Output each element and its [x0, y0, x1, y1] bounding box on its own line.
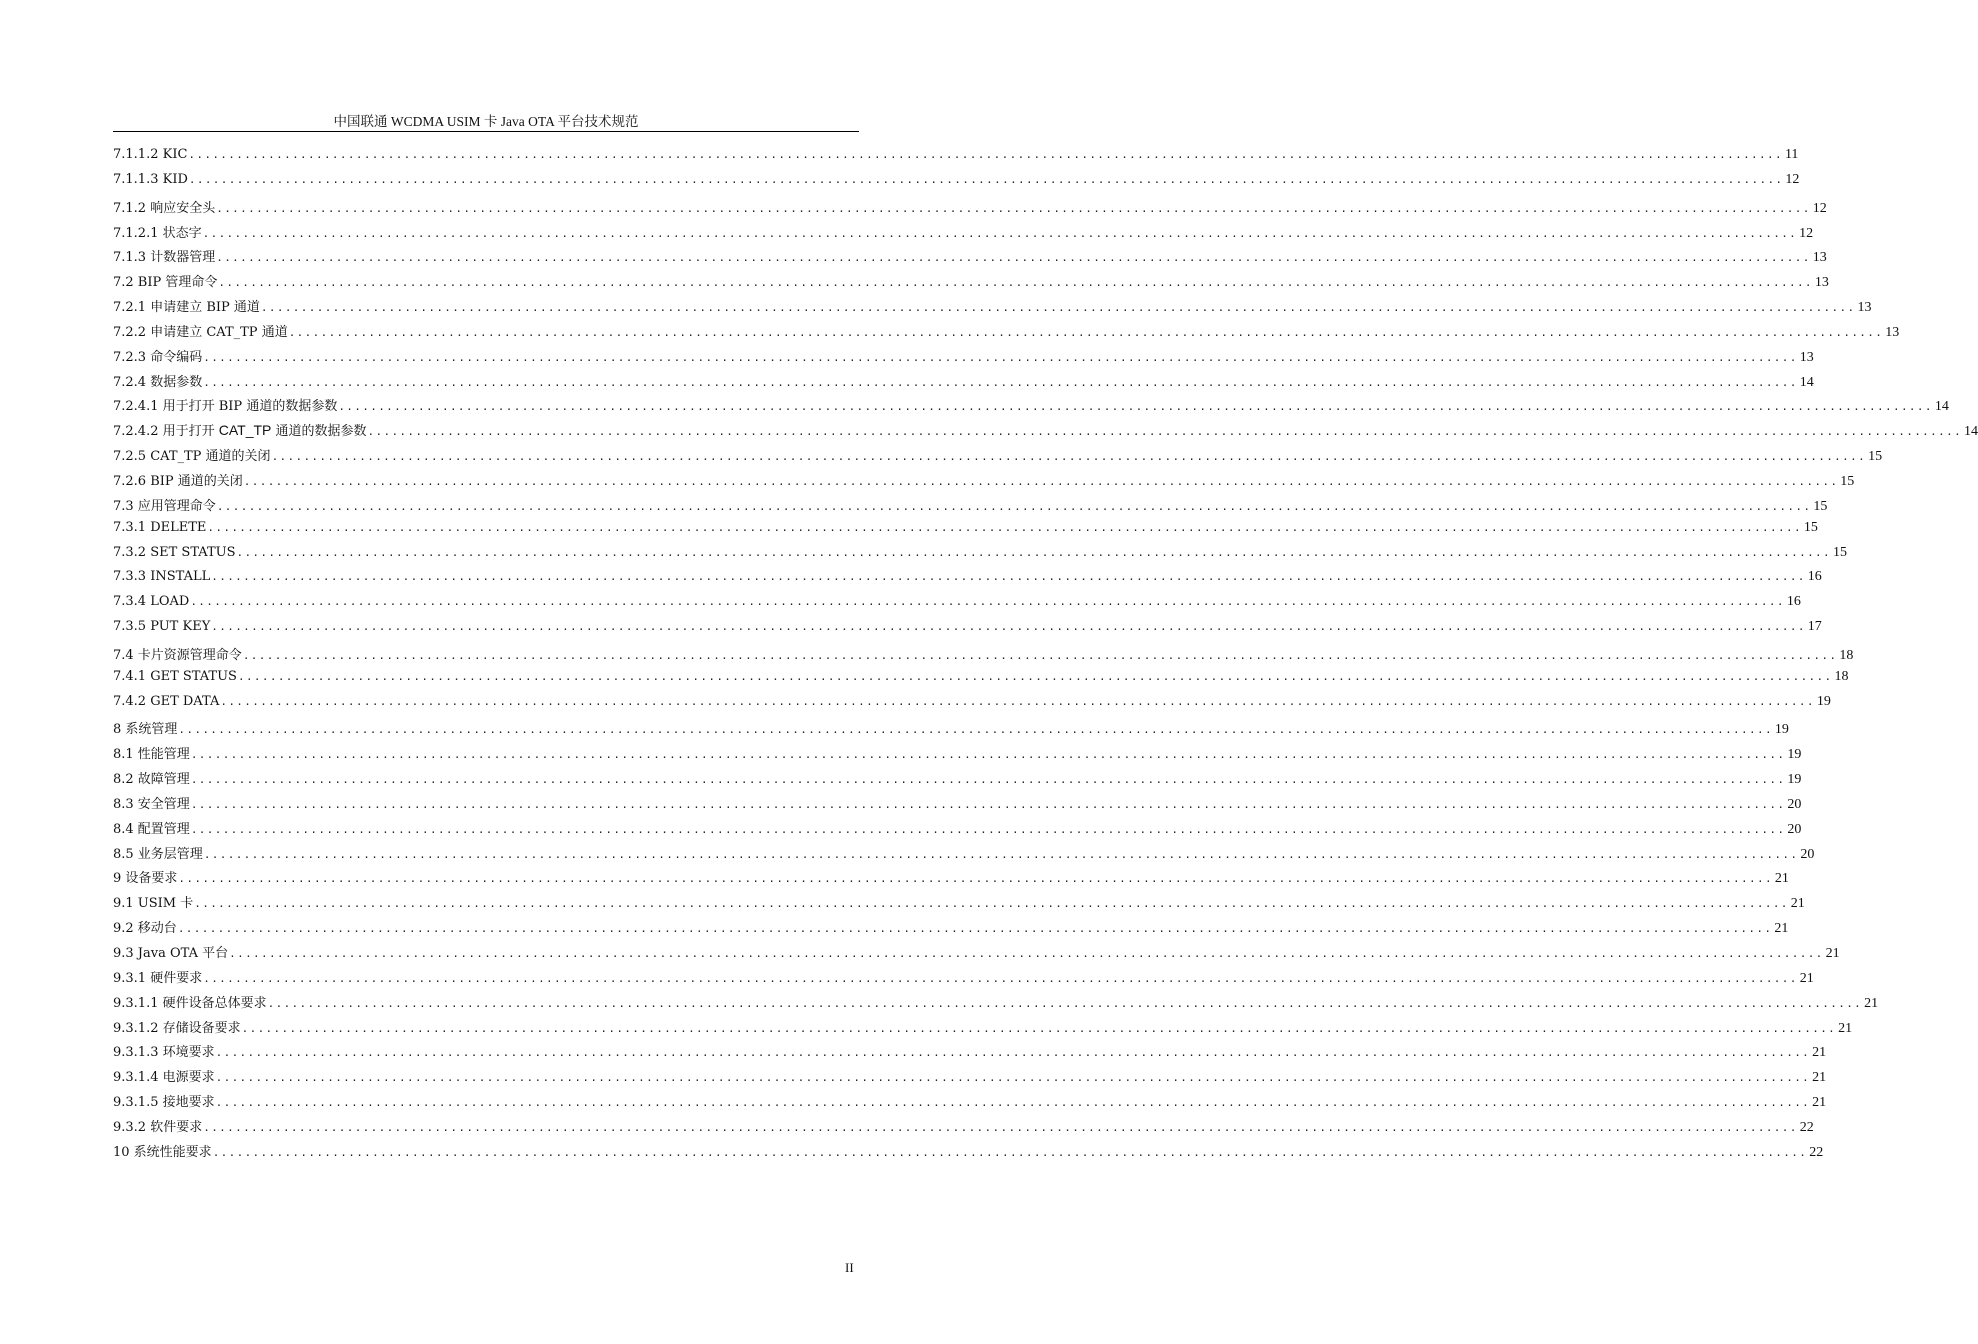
- toc-entry-title: 9.3.1.2 存储设备要求: [113, 1020, 241, 1036]
- toc-entry[interactable]: [113, 371, 1814, 396]
- header-divider: [113, 131, 859, 132]
- toc-dot-leader: ........................................................................................................................................................................................................: [220, 694, 1815, 708]
- toc-entry-page: 13: [1812, 250, 1827, 266]
- toc-dot-leader: ........................................................................................................................................................................................................: [367, 425, 1963, 439]
- toc-entry-title-prefix: 7.2.4.2 用于打开: [113, 424, 219, 440]
- toc-dot-leader: ........................................................................................................................................................................................................: [203, 971, 1798, 985]
- toc-entry[interactable]: [113, 892, 1805, 917]
- toc-dot-leader: ........................................................................................................................................................................................................: [190, 748, 1786, 762]
- toc-entry-page: 21: [1812, 1070, 1827, 1086]
- toc-entry[interactable]: [113, 1041, 1827, 1066]
- toc-dot-leader: ........................................................................................................................................................................................................: [236, 545, 1831, 559]
- toc-entry[interactable]: [113, 992, 1879, 1017]
- toc-dot-leader: ........................................................................................................................................................................................................: [242, 648, 1838, 662]
- toc-entry-page: 18: [1834, 668, 1849, 684]
- page-number: II: [845, 1260, 854, 1275]
- toc-dot-leader: ........................................................................................................................................................................................................: [216, 251, 1811, 265]
- toc-entry[interactable]: [113, 321, 1900, 346]
- toc-dot-leader: ........................................................................................................................................................................................................: [218, 276, 1813, 290]
- toc-entry-page: 13: [1799, 349, 1814, 365]
- toc-entry-title: 7.3.4 LOAD: [113, 594, 190, 610]
- toc-dot-leader: ........................................................................................................................................................................................................: [190, 797, 1786, 811]
- toc-dot-leader: ........................................................................................................................................................................................................: [271, 450, 1867, 464]
- toc-entry-page: 20: [1800, 846, 1815, 862]
- toc-entry[interactable]: [113, 1017, 1853, 1042]
- toc-entry-title: 9 设备要求: [113, 871, 178, 887]
- toc-entry[interactable]: [113, 793, 1802, 818]
- toc-entry[interactable]: [113, 917, 1789, 942]
- toc-entry[interactable]: [113, 867, 1789, 892]
- toc-entry-title-suffix: 通道的数据参数: [271, 424, 367, 440]
- toc-entry[interactable]: [113, 942, 1840, 967]
- toc-entry-page: 14: [1799, 374, 1814, 390]
- toc-entry-page: 15: [1813, 498, 1828, 514]
- toc-dot-leader: ........................................................................................................................................................................................................: [190, 773, 1786, 787]
- toc-entry-page: 12: [1785, 171, 1800, 187]
- toc-entry-page: 21: [1774, 871, 1789, 887]
- toc-entry-title: 9.3.1.3 环境要求: [113, 1045, 215, 1061]
- toc-entry[interactable]: [113, 519, 1818, 545]
- toc-entry-page: 21: [1790, 896, 1805, 912]
- toc-entry-page: 17: [1807, 619, 1822, 635]
- toc-entry[interactable]: [113, 743, 1802, 768]
- toc-entry-title: 9.3.1 硬件要求: [113, 970, 203, 986]
- toc-entry-page: 21: [1799, 970, 1814, 986]
- toc-entry[interactable]: [113, 197, 1827, 222]
- toc-entry-page: 13: [1814, 275, 1829, 291]
- toc-dot-leader: ........................................................................................................................................................................................................: [216, 499, 1812, 513]
- toc-entry[interactable]: [113, 271, 1829, 296]
- toc-entry-title: 9.2 移动台: [113, 921, 177, 937]
- toc-entry-title: 7.2.3 命令编码: [113, 349, 203, 365]
- toc-entry-title: 7.1.3 计数器管理: [113, 250, 216, 266]
- toc-dot-leader: ........................................................................................................................................................................................................: [188, 172, 1784, 186]
- toc-dot-leader: ........................................................................................................................................................................................................: [216, 201, 1811, 215]
- toc-entry-title: 8.4 配置管理: [113, 821, 190, 837]
- toc-entry-title: 7.1.2 响应安全头: [113, 200, 216, 216]
- toc-entry-page: 16: [1807, 569, 1822, 585]
- toc-dot-leader: ........................................................................................................................................................................................................: [241, 1021, 1837, 1035]
- toc-entry[interactable]: [113, 395, 1949, 420]
- toc-dot-leader: ........................................................................................................................................................................................................: [243, 474, 1839, 488]
- toc-entry[interactable]: [113, 594, 1801, 619]
- toc-entry[interactable]: [113, 1116, 1814, 1141]
- toc-entry-page: 15: [1840, 473, 1855, 489]
- toc-entry[interactable]: [113, 569, 1822, 594]
- toc-dot-leader: ........................................................................................................................................................................................................: [215, 1071, 1811, 1085]
- toc-entry[interactable]: [113, 644, 1854, 669]
- toc-entry-page: 15: [1803, 519, 1818, 535]
- toc-entry[interactable]: [113, 668, 1849, 694]
- toc-entry[interactable]: [113, 470, 1855, 495]
- toc-entry-title: 7.1.1.3 KID: [113, 171, 188, 187]
- toc-dot-leader: ........................................................................................................................................................................................................: [237, 669, 1833, 683]
- toc-entry[interactable]: [113, 495, 1828, 520]
- toc-entry[interactable]: [113, 420, 1978, 445]
- toc-dot-leader: ........................................................................................................................................................................................................: [203, 847, 1799, 861]
- toc-entry[interactable]: [113, 768, 1802, 793]
- toc-entry-title: 7.3.5 PUT KEY: [113, 619, 211, 635]
- toc-entry-title: 7.4.2 GET DATA: [113, 693, 220, 709]
- toc-entry-title: 9.3 Java OTA 平台: [113, 946, 229, 961]
- toc-entry[interactable]: [113, 445, 1883, 470]
- toc-dot-leader: ........................................................................................................................................................................................................: [212, 1145, 1808, 1159]
- toc-dot-leader: ........................................................................................................................................................................................................: [260, 301, 1856, 315]
- toc-entry-page: 15: [1833, 544, 1847, 560]
- toc-entry-page: 20: [1787, 796, 1802, 812]
- toc-dot-leader: ........................................................................................................................................................................................................: [190, 595, 1785, 609]
- toc-dot-leader: ........................................................................................................................................................................................................: [215, 1046, 1811, 1060]
- toc-entry[interactable]: [113, 1066, 1827, 1091]
- toc-entry[interactable]: [113, 346, 1814, 371]
- toc-entry-title: 8 系统管理: [113, 722, 178, 738]
- toc-entry-title-sans: CAT_TP: [218, 422, 272, 439]
- toc-entry-page: 21: [1774, 921, 1789, 937]
- toc-dot-leader: ........................................................................................................................................................................................................: [203, 350, 1798, 364]
- toc-entry-title: 7.3 应用管理命令: [113, 498, 216, 514]
- toc-entry-title: [113, 420, 367, 439]
- toc-entry[interactable]: [113, 1091, 1827, 1116]
- toc-dot-leader: ........................................................................................................................................................................................................: [203, 1120, 1798, 1134]
- toc-entry[interactable]: [113, 171, 1800, 197]
- toc-entry-page: 14: [1934, 399, 1949, 415]
- toc-entry-page: 16: [1786, 594, 1801, 610]
- toc-entry-title: 9.3.2 软件要求: [113, 1119, 203, 1135]
- toc-entry[interactable]: [113, 1141, 1824, 1166]
- toc-entry[interactable]: [113, 147, 1799, 172]
- toc-entry-title: 7.2.5 CAT_TP 通道的关闭: [113, 449, 271, 465]
- toc-dot-leader: ........................................................................................................................................................................................................: [190, 822, 1786, 836]
- toc-entry[interactable]: [113, 818, 1802, 843]
- toc-entry-title: 7.2 BIP 管理命令: [113, 275, 218, 291]
- toc-entry-title: 8.3 安全管理: [113, 796, 190, 812]
- toc-entry-page: 13: [1857, 300, 1872, 316]
- toc-entry-page: 19: [1787, 772, 1802, 788]
- toc-entry-page: 13: [1885, 324, 1900, 340]
- toc-entry-page: 14: [1964, 424, 1978, 440]
- toc-entry[interactable]: [113, 718, 1789, 743]
- toc-dot-leader: ........................................................................................................................................................................................................: [194, 897, 1789, 911]
- toc-entry-title: 9.1 USIM 卡: [113, 896, 194, 912]
- toc-entry-title: 7.4.1 GET STATUS: [113, 668, 237, 684]
- toc-entry-page: 19: [1816, 693, 1831, 709]
- toc-entry-page: 12: [1812, 200, 1827, 216]
- toc-entry[interactable]: [113, 544, 1847, 570]
- toc-entry-title: 7.2.6 BIP 通道的关闭: [113, 473, 243, 489]
- toc-dot-leader: ........................................................................................................................................................................................................: [207, 520, 1802, 534]
- toc-entry-title: 7.2.2 申请建立 CAT_TP 通道: [113, 324, 288, 340]
- toc-entry-title: 7.3.2 SET STATUS: [113, 544, 236, 560]
- toc-entry[interactable]: [113, 693, 1831, 719]
- toc-dot-leader: ........................................................................................................................................................................................................: [229, 947, 1824, 960]
- toc-dot-leader: ........................................................................................................................................................................................................: [267, 996, 1863, 1010]
- toc-entry-title: 8.2 故障管理: [113, 772, 190, 788]
- toc-dot-leader: ........................................................................................................................................................................................................: [178, 723, 1773, 737]
- toc-entry[interactable]: [113, 246, 1827, 271]
- toc-entry-title: 10 系统性能要求: [113, 1144, 212, 1160]
- toc-dot-leader: ........................................................................................................................................................................................................: [211, 570, 1806, 584]
- toc-entry[interactable]: [113, 296, 1872, 321]
- toc-entry[interactable]: [113, 843, 1815, 868]
- toc-entry-title: 7.4 卡片资源管理命令: [113, 647, 242, 663]
- toc-entry-title: 7.3.3 INSTALL: [113, 569, 211, 585]
- toc-entry-page: 19: [1787, 747, 1802, 763]
- toc-entry-title: 9.3.1.4 电源要求: [113, 1070, 215, 1086]
- toc-entry-page: 11: [1784, 147, 1799, 162]
- toc-dot-leader: ........................................................................................................................................................................................................: [211, 620, 1806, 634]
- toc-entry-title: 8.5 业务层管理: [113, 846, 203, 862]
- toc-dot-leader: ........................................................................................................................................................................................................: [338, 400, 1933, 414]
- toc-entry-page: 22: [1809, 1144, 1824, 1160]
- toc-entry[interactable]: [113, 222, 1814, 247]
- toc-entry-page: 22: [1799, 1119, 1814, 1135]
- toc-entry-title: 8.1 性能管理: [113, 747, 190, 763]
- toc-entry-page: 15: [1868, 449, 1883, 465]
- toc-dot-leader: ........................................................................................................................................................................................................: [203, 375, 1798, 389]
- toc-entry-title: 7.3.1 DELETE: [113, 519, 207, 535]
- toc-entry[interactable]: [113, 967, 1814, 992]
- toc-entry-page: 12: [1799, 225, 1814, 241]
- toc-entry-title: 7.1.1.2 KIC: [113, 147, 188, 162]
- page-header-title: 中国联通 WCDMA USIM 卡 Java OTA 平台技术规范: [333, 114, 639, 129]
- toc-entry-page: 21: [1864, 995, 1879, 1011]
- toc-entry-title: 9.3.1.5 接地要求: [113, 1095, 215, 1111]
- toc-entry-page: 20: [1787, 821, 1802, 837]
- toc-entry-page: 21: [1812, 1095, 1827, 1111]
- toc-dot-leader: ........................................................................................................................................................................................................: [188, 148, 1783, 161]
- toc-entry-page: 18: [1839, 647, 1854, 663]
- toc-entry-title: 9.3.1.1 硬件设备总体要求: [113, 995, 267, 1011]
- toc-entry[interactable]: [113, 619, 1822, 644]
- toc-dot-leader: ........................................................................................................................................................................................................: [178, 872, 1773, 886]
- toc-entry-page: 21: [1812, 1045, 1827, 1061]
- toc-entry-title: 7.1.2.1 状态字: [113, 225, 202, 241]
- toc-entry-page: 21: [1825, 946, 1840, 961]
- table-of-contents: [113, 147, 1978, 1166]
- toc-entry-title: 7.2.4 数据参数: [113, 374, 203, 390]
- toc-dot-leader: ........................................................................................................................................................................................................: [177, 922, 1773, 936]
- toc-entry-title: 7.2.4.1 用于打开 BIP 通道的数据参数: [113, 399, 338, 415]
- toc-dot-leader: ........................................................................................................................................................................................................: [215, 1096, 1811, 1110]
- toc-entry-page: 21: [1838, 1020, 1853, 1036]
- toc-entry-title: 7.2.1 申请建立 BIP 通道: [113, 300, 260, 316]
- toc-dot-leader: ........................................................................................................................................................................................................: [288, 325, 1884, 339]
- toc-dot-leader: ........................................................................................................................................................................................................: [202, 226, 1798, 240]
- toc-entry-page: 19: [1774, 722, 1789, 738]
